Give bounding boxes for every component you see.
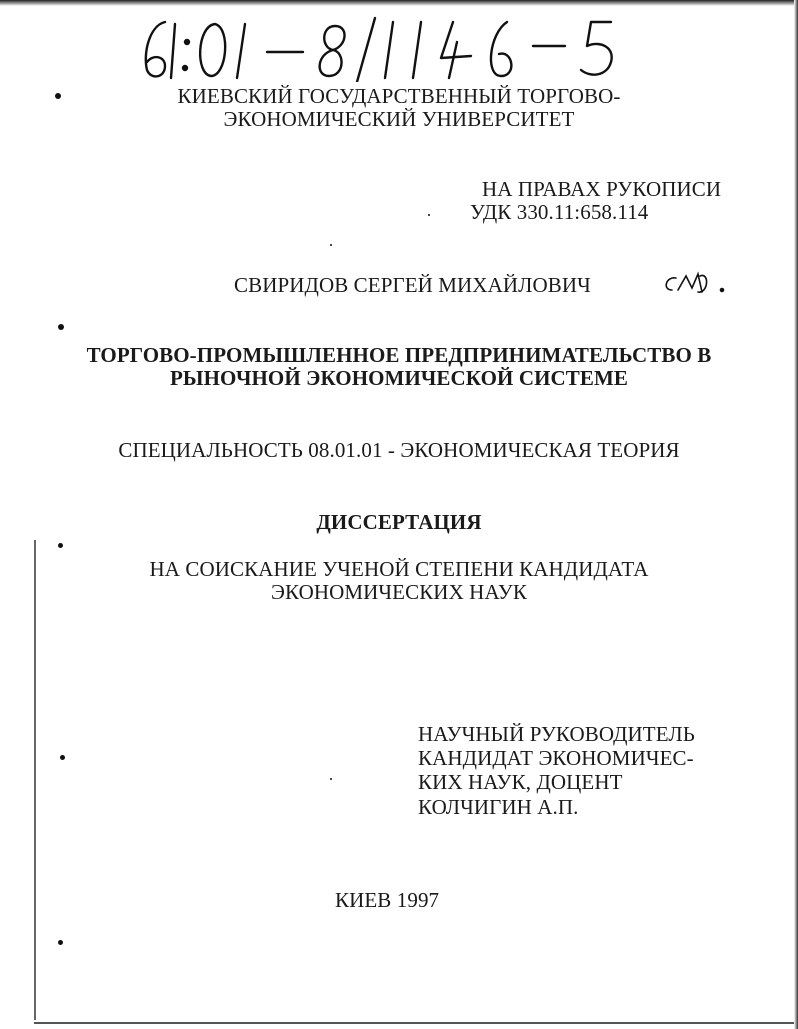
thesis-title-line-2: РЫНОЧНОЙ ЭКОНОМИЧЕСКОЙ СИСТЕМЕ (169, 366, 629, 390)
scan-speck (330, 778, 332, 780)
degree-line-2: ЭКОНОМИЧЕСКИХ НАУК (271, 580, 527, 604)
specialty: СПЕЦИАЛЬНОСТЬ 08.01.01 - ЭКОНОМИЧЕСКАЯ ТЕОРИЯ (118, 438, 680, 462)
handwritten-archive-number (135, 14, 655, 82)
scan-speck (428, 214, 430, 216)
document-type: ДИССЕРТАЦИЯ (316, 510, 482, 534)
punch-hole-mark (60, 755, 65, 760)
scan-speck (330, 244, 332, 246)
scan-edge-left (34, 540, 36, 1020)
scan-edge-top (0, 0, 798, 6)
supervisor-line-4: КОЛЧИГИН А.П. (418, 795, 579, 819)
author-name: СВИРИДОВ СЕРГЕЙ МИХАЙЛОВИЧ (234, 273, 591, 297)
punch-hole-mark (58, 543, 63, 548)
supervisor-line-2: КАНДИДАТ ЭКОНОМИЧЕС- (418, 746, 694, 770)
supervisor-line-1: НАУЧНЫЙ РУКОВОДИТЕЛЬ (418, 722, 695, 746)
place-and-year: КИЕВ 1997 (335, 888, 440, 912)
university-name-line-2: ЭКОНОМИЧЕСКИЙ УНИВЕРСИТЕТ (223, 107, 575, 131)
university-name-line-1: КИЕВСКИЙ ГОСУДАРСТВЕННЫЙ ТОРГОВО- (177, 84, 621, 108)
degree-line-1: НА СОИСКАНИЕ УЧЕНОЙ СТЕПЕНИ КАНДИДАТА (149, 557, 649, 581)
punch-hole-mark (58, 940, 63, 945)
punch-hole-mark (58, 324, 64, 330)
supervisor-line-3: КИХ НАУК, ДОЦЕНТ (418, 770, 623, 794)
thesis-title-line-1: ТОРГОВО-ПРОМЫШЛЕННОЕ ПРЕДПРИНИМАТЕЛЬСТВО В (86, 343, 712, 367)
scan-edge-bottom (34, 1022, 794, 1024)
rights-notice: НА ПРАВАХ РУКОПИСИ (482, 177, 722, 201)
udc-code: УДК 330.11:658.114 (470, 200, 649, 224)
handwritten-signature (658, 268, 728, 300)
